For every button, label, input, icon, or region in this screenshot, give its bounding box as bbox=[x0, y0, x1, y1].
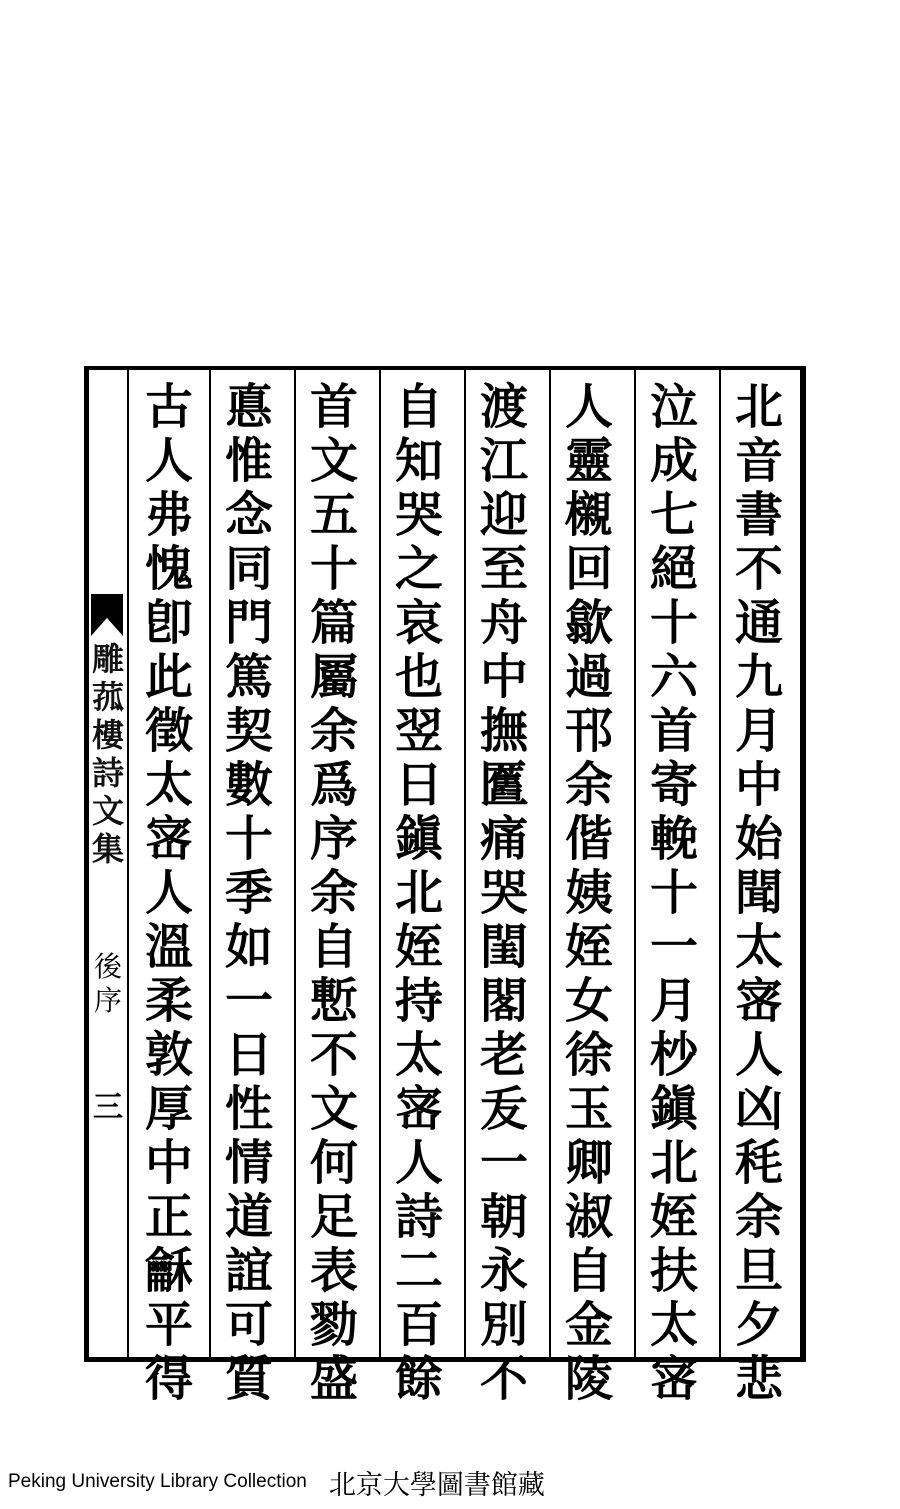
glyph: 太 bbox=[394, 1027, 443, 1083]
glyph: 文 bbox=[309, 433, 358, 489]
glyph: 始 bbox=[734, 811, 783, 867]
glyph: 至 bbox=[479, 541, 528, 597]
glyph: 悲 bbox=[734, 1351, 783, 1407]
glyph: 叐 bbox=[479, 1081, 528, 1137]
glyph: 渡 bbox=[479, 379, 528, 435]
glyph: 旦 bbox=[734, 1243, 783, 1299]
glyph: 過 bbox=[564, 649, 613, 705]
glyph: 屬 bbox=[309, 649, 358, 705]
glyph: 閨 bbox=[479, 919, 528, 975]
glyph: 知 bbox=[394, 433, 443, 489]
glyph: 徵 bbox=[144, 703, 193, 759]
glyph: 何 bbox=[309, 1135, 358, 1191]
glyph: 陵 bbox=[564, 1351, 613, 1407]
banxin-glyph: 雕 bbox=[91, 640, 124, 678]
glyph: 人 bbox=[144, 865, 193, 921]
glyph: 偕 bbox=[564, 811, 613, 867]
glyph: 十 bbox=[649, 865, 698, 921]
glyph: 北 bbox=[734, 379, 783, 435]
fish-tail-mark-icon bbox=[91, 594, 123, 636]
glyph: 月 bbox=[649, 973, 698, 1029]
glyph: 痛 bbox=[479, 811, 528, 867]
glyph: 古 bbox=[144, 379, 193, 435]
banxin-glyph: 文 bbox=[91, 792, 124, 830]
banxin-glyph: 序 bbox=[93, 984, 122, 1017]
glyph: 溫 bbox=[144, 919, 193, 975]
glyph: 老 bbox=[479, 1027, 528, 1083]
text-column-1 bbox=[724, 379, 794, 1407]
glyph: 徐 bbox=[564, 1027, 613, 1083]
glyph: 金 bbox=[564, 1297, 613, 1353]
glyph: 可 bbox=[224, 1297, 273, 1353]
glyph: 鎭 bbox=[394, 811, 443, 867]
glyph: 舟 bbox=[479, 595, 528, 651]
glyph: 平 bbox=[144, 1297, 193, 1353]
glyph: 姪 bbox=[564, 919, 613, 975]
banxin-section-title bbox=[93, 950, 123, 1018]
glyph: 輓 bbox=[649, 811, 698, 867]
glyph: 九 bbox=[734, 649, 783, 705]
glyph: 也 bbox=[394, 649, 443, 705]
banxin-glyph: 菰 bbox=[91, 678, 124, 716]
glyph: 門 bbox=[224, 595, 273, 651]
glyph: 六 bbox=[649, 649, 698, 705]
glyph: 七 bbox=[649, 487, 698, 543]
text-column-3 bbox=[554, 379, 624, 1407]
glyph: 人 bbox=[734, 1027, 783, 1083]
glyph: 匶 bbox=[479, 757, 528, 813]
glyph: 如 bbox=[224, 919, 273, 975]
glyph: 詩 bbox=[394, 1189, 443, 1245]
glyph: 杪 bbox=[649, 1027, 698, 1083]
glyph: 篇 bbox=[309, 595, 358, 651]
glyph: 余 bbox=[309, 865, 358, 921]
glyph: 江 bbox=[479, 433, 528, 489]
glyph: 餘 bbox=[394, 1351, 443, 1407]
banxin-glyph: 詩 bbox=[91, 754, 124, 792]
woodblock-page-frame bbox=[84, 366, 806, 1407]
column-rule bbox=[379, 370, 381, 1357]
banxin-page-number bbox=[91, 1090, 125, 1126]
glyph: 太 bbox=[734, 919, 783, 975]
glyph: 一 bbox=[479, 1135, 528, 1191]
glyph: 宻 bbox=[734, 973, 783, 1029]
glyph: 淑 bbox=[564, 1189, 613, 1245]
glyph: 龢 bbox=[144, 1243, 193, 1299]
glyph: 泣 bbox=[649, 379, 698, 435]
glyph: 弗 bbox=[144, 487, 193, 543]
glyph: 中 bbox=[144, 1135, 193, 1191]
glyph: 篤 bbox=[224, 649, 273, 705]
glyph: 中 bbox=[734, 757, 783, 813]
glyph: 十 bbox=[309, 541, 358, 597]
glyph: 成 bbox=[649, 433, 698, 489]
glyph: 姪 bbox=[394, 919, 443, 975]
glyph: 太 bbox=[649, 1297, 698, 1353]
glyph: 道 bbox=[224, 1189, 273, 1245]
glyph: 秏 bbox=[734, 1135, 783, 1191]
glyph: 女 bbox=[564, 973, 613, 1029]
glyph: 書 bbox=[734, 487, 783, 543]
glyph: 同 bbox=[224, 541, 273, 597]
glyph: 哭 bbox=[479, 865, 528, 921]
glyph: 宻 bbox=[649, 1351, 698, 1407]
text-column-5 bbox=[384, 379, 454, 1407]
glyph: 十 bbox=[224, 811, 273, 867]
glyph: 不 bbox=[309, 1027, 358, 1083]
glyph: 日 bbox=[224, 1027, 273, 1083]
glyph: 正 bbox=[144, 1189, 193, 1245]
glyph: 中 bbox=[479, 649, 528, 705]
glyph: 扶 bbox=[649, 1243, 698, 1299]
glyph: 卿 bbox=[564, 1135, 613, 1191]
library-footer bbox=[8, 1462, 545, 1502]
glyph: 姪 bbox=[649, 1189, 698, 1245]
glyph: 通 bbox=[734, 595, 783, 651]
glyph: 愧 bbox=[144, 541, 193, 597]
column-rule bbox=[719, 370, 721, 1357]
glyph: 二 bbox=[394, 1243, 443, 1299]
glyph: 厚 bbox=[144, 1081, 193, 1137]
glyph: 不 bbox=[734, 541, 783, 597]
glyph: 柔 bbox=[144, 973, 193, 1029]
glyph: 表 bbox=[309, 1243, 358, 1299]
collection-label-zh: 北京大學圖書館藏 bbox=[328, 1469, 545, 1501]
text-column-6 bbox=[299, 379, 369, 1407]
glyph: 余 bbox=[309, 703, 358, 759]
glyph: 不 bbox=[479, 1351, 528, 1407]
glyph: 性 bbox=[224, 1081, 273, 1137]
glyph: 一 bbox=[224, 973, 273, 1029]
glyph: 足 bbox=[309, 1189, 358, 1245]
banxin-center-strip bbox=[89, 370, 129, 1357]
text-column-2 bbox=[639, 379, 709, 1407]
glyph: 聞 bbox=[734, 865, 783, 921]
glyph: 首 bbox=[309, 379, 358, 435]
glyph: 日 bbox=[394, 757, 443, 813]
glyph: 哭 bbox=[394, 487, 443, 543]
glyph: 迎 bbox=[479, 487, 528, 543]
glyph: 永 bbox=[479, 1243, 528, 1299]
glyph: 持 bbox=[394, 973, 443, 1029]
glyph: 櫬 bbox=[564, 487, 613, 543]
glyph: 爲 bbox=[309, 757, 358, 813]
text-column-7 bbox=[214, 379, 284, 1407]
glyph: 卽 bbox=[144, 595, 193, 651]
glyph: 姨 bbox=[564, 865, 613, 921]
glyph: 哀 bbox=[394, 595, 443, 651]
banxin-glyph: 樓 bbox=[91, 716, 124, 754]
glyph: 月 bbox=[734, 703, 783, 759]
column-rule bbox=[634, 370, 636, 1357]
glyph: 得 bbox=[144, 1351, 193, 1407]
glyph: 序 bbox=[309, 811, 358, 867]
glyph: 夕 bbox=[734, 1297, 783, 1353]
banxin-glyph: 後 bbox=[93, 950, 122, 983]
glyph: 文 bbox=[309, 1081, 358, 1137]
glyph: 別 bbox=[479, 1297, 528, 1353]
glyph: 自 bbox=[394, 379, 443, 435]
glyph: 五 bbox=[309, 487, 358, 543]
glyph: 首 bbox=[649, 703, 698, 759]
glyph: 回 bbox=[564, 541, 613, 597]
glyph: 百 bbox=[394, 1297, 443, 1353]
glyph: 惟 bbox=[224, 433, 273, 489]
glyph: 凶 bbox=[734, 1081, 783, 1137]
glyph: 數 bbox=[224, 757, 273, 813]
glyph: 歙 bbox=[564, 595, 613, 651]
column-rule bbox=[464, 370, 466, 1357]
glyph: 十 bbox=[649, 595, 698, 651]
banxin-book-title bbox=[91, 640, 125, 868]
banxin-glyph: 三 bbox=[93, 1090, 123, 1125]
collection-label-en: Peking University Library Collection bbox=[8, 1471, 307, 1492]
glyph: 此 bbox=[144, 649, 193, 705]
glyph: 季 bbox=[224, 865, 273, 921]
glyph: 翌 bbox=[394, 703, 443, 759]
glyph: 玉 bbox=[564, 1081, 613, 1137]
column-rule bbox=[549, 370, 551, 1357]
glyph: 之 bbox=[394, 541, 443, 597]
column-rule bbox=[294, 370, 296, 1357]
text-column-4 bbox=[469, 379, 539, 1407]
glyph: 朝 bbox=[479, 1189, 528, 1245]
glyph: 盛 bbox=[309, 1351, 358, 1407]
text-column-8 bbox=[134, 379, 204, 1407]
glyph: 悳 bbox=[224, 379, 273, 435]
glyph: 人 bbox=[394, 1135, 443, 1191]
glyph: 質 bbox=[224, 1351, 273, 1407]
glyph: 自 bbox=[564, 1243, 613, 1299]
glyph: 太 bbox=[144, 757, 193, 813]
glyph: 邗 bbox=[564, 703, 613, 759]
glyph: 情 bbox=[224, 1135, 273, 1191]
glyph: 寄 bbox=[649, 757, 698, 813]
glyph: 閣 bbox=[479, 973, 528, 1029]
glyph: 勠 bbox=[309, 1297, 358, 1353]
glyph: 余 bbox=[564, 757, 613, 813]
glyph: 慙 bbox=[309, 973, 358, 1029]
glyph: 契 bbox=[224, 703, 273, 759]
glyph: 一 bbox=[649, 919, 698, 975]
glyph: 誼 bbox=[224, 1243, 273, 1299]
glyph: 絕 bbox=[649, 541, 698, 597]
glyph: 撫 bbox=[479, 703, 528, 759]
glyph: 自 bbox=[309, 919, 358, 975]
glyph: 余 bbox=[734, 1189, 783, 1245]
glyph: 靈 bbox=[564, 433, 613, 489]
glyph: 宻 bbox=[394, 1081, 443, 1137]
glyph: 敦 bbox=[144, 1027, 193, 1083]
column-rule bbox=[209, 370, 211, 1357]
glyph: 北 bbox=[394, 865, 443, 921]
glyph: 人 bbox=[144, 433, 193, 489]
glyph: 宻 bbox=[144, 811, 193, 867]
glyph: 人 bbox=[564, 379, 613, 435]
glyph: 鎭 bbox=[649, 1081, 698, 1137]
glyph: 音 bbox=[734, 433, 783, 489]
banxin-glyph: 集 bbox=[91, 830, 124, 868]
glyph: 念 bbox=[224, 487, 273, 543]
glyph: 北 bbox=[649, 1135, 698, 1191]
